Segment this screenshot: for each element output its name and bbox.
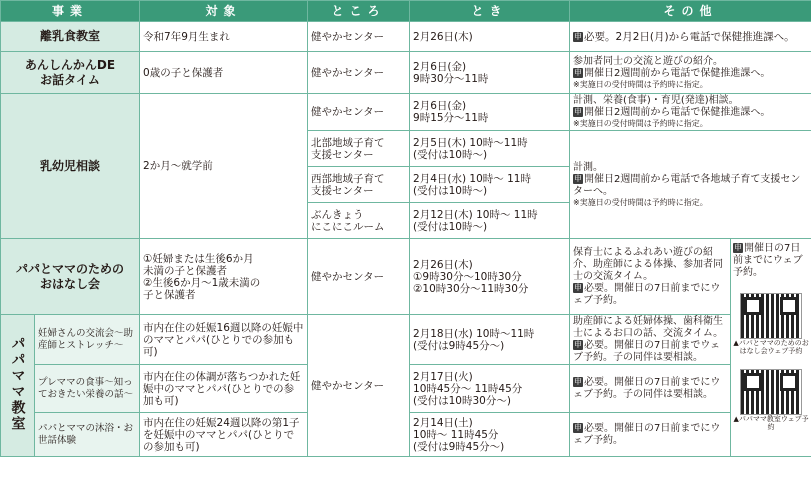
event-note: ※実施日の受付時間は予約時に指定。: [573, 119, 708, 128]
qr-code-icon[interactable]: [740, 369, 802, 415]
reservation-mark-icon: 申: [574, 31, 583, 41]
event-other: [570, 94, 811, 131]
event-time: 2月26日(木): [410, 22, 570, 52]
event-time: 2月14日(土) 10時～ 11時45分 (受付は9時45分～): [410, 413, 570, 457]
header-taisho: 対象: [140, 1, 308, 22]
event-other-text: 開催日2週間前から電話で保健推進課へ。: [584, 67, 771, 79]
header-toki: とき: [410, 1, 570, 22]
event-time: 2月17日(火) 10時45分～ 11時45分 (受付は10時30分～): [410, 365, 570, 413]
event-target: 市内在住の体調が落ちつかれた妊娠中のママとパパ(ひとりでの参加も可): [140, 365, 308, 413]
header-sonota: その他: [570, 1, 811, 22]
reservation-mark-icon: 申: [574, 422, 583, 432]
category-papamama-kyoshitsu: [1, 315, 35, 457]
row-nyuyoji-1: [1, 94, 811, 131]
event-other: [570, 131, 811, 239]
event-place: 西部地域子育て 支援センター: [308, 167, 410, 203]
qr-caption: ▲パパママ教室ウェブ予約: [733, 415, 809, 431]
reservation-mark-icon: 申: [574, 67, 583, 77]
header-row: [1, 1, 811, 22]
row-anshinkan: [1, 52, 811, 94]
event-other: [570, 239, 731, 315]
event-time: 2月5日(木) 10時～11時 (受付は10時～): [410, 131, 570, 167]
event-target: 0歳の子と保護者: [140, 52, 308, 94]
event-other: [570, 315, 731, 365]
event-other-text: 必要。開催日の7日前までにウェブ予約。: [573, 422, 721, 446]
reservation-mark-icon: 申: [574, 339, 583, 349]
event-time: 2月26日(木) ①9時30分～10時30分 ②10時30分～11時30分: [410, 239, 570, 315]
row-rinyushoku: [1, 22, 811, 52]
event-other-intro: 計測。: [573, 161, 604, 173]
event-name: 乳幼児相談: [1, 94, 140, 239]
event-other: [570, 365, 731, 413]
event-other-text: 必要。2月2日(月)から電話で保健推進課へ。: [584, 30, 795, 43]
event-other: [570, 22, 811, 52]
header-jigyo: 事業: [1, 1, 140, 22]
event-note: ※実施日の受付時間は予約時に指定。: [573, 197, 708, 207]
event-other-intro: 保育士によるふれあい遊びの紹介、助産師による体操、参加者同士の交流タイム。: [573, 246, 724, 282]
event-other-text: 必要。開催日の7日前までにウェブ予約。子の同伴は要相談。: [573, 376, 721, 400]
event-name: パパとママのための おはなし会: [1, 239, 140, 315]
event-other: [570, 52, 811, 94]
event-time: 2月18日(水) 10時～11時 (受付は9時45分～): [410, 315, 570, 365]
class-name: プレママの食事～知っておきたい栄養の話～: [35, 365, 140, 413]
event-other-intro: 計測、栄養(食事)・育児(発達)相談。: [573, 95, 739, 106]
event-place: 健やかセンター: [308, 52, 410, 94]
event-place: 健やかセンター: [308, 239, 410, 315]
class-name: 妊婦さんの交流会～助産師とストレッチ～: [35, 315, 140, 365]
reservation-mark-icon: 申: [734, 243, 743, 252]
event-place: 健やかセンター: [308, 22, 410, 52]
reservation-mark-icon: 申: [574, 376, 583, 386]
event-target: 市内在住の妊娠24週以降の第1子を妊娠中のママとパパ(ひとりでの参加も可): [140, 413, 308, 457]
event-time: 2月6日(金) 9時30分～11時: [410, 52, 570, 94]
class-name: パパとママの沐浴・お世話体験: [35, 413, 140, 457]
event-other-intro: 助産師による妊婦体操、歯科衛生士によるお口の話、交流タイム。: [573, 315, 724, 339]
web-reservation-text: 開催日の7日前までにウェブ予約。: [733, 243, 803, 278]
event-time: 2月6日(金) 9時15分～11時: [410, 94, 570, 131]
event-other-intro: 参加者同士の交流と遊びの紹介。: [573, 55, 724, 67]
category-label: パパママ教室: [9, 335, 26, 432]
event-other-text: 開催日2週間前から電話で各地域子育て支援センターへ。: [573, 173, 801, 197]
reservation-mark-icon: 申: [574, 107, 583, 116]
event-target: 2か月～就学前: [140, 94, 308, 239]
event-place: ぶんきょう にこにこルーム: [308, 203, 410, 239]
reservation-mark-icon: 申: [574, 173, 583, 183]
event-target: 市内在住の妊娠16週以降の妊娠中のママとパパ(ひとりでの参加も可): [140, 315, 308, 365]
event-place: 健やかセンター: [308, 315, 410, 457]
web-reservation-panel: [731, 239, 811, 457]
event-other-text: 開催日2週間前から電話で保健推進課へ。: [584, 107, 771, 118]
event-other: [570, 413, 731, 457]
event-other-text: 必要。開催日の7日前までにウェブ予約。: [573, 282, 721, 306]
header-tokoro: ところ: [308, 1, 410, 22]
qr-code-icon[interactable]: [740, 293, 802, 339]
event-target: 令和7年9月生まれ: [140, 22, 308, 52]
event-place: 北部地域子育て 支援センター: [308, 131, 410, 167]
event-time: 2月4日(水) 10時～ 11時 (受付は10時～): [410, 167, 570, 203]
event-target: ①妊婦または生後6か月 未満の子と保護者 ②生後6か月～1歳未満の 子と保護者: [140, 239, 308, 315]
event-name: 離乳食教室: [1, 22, 140, 52]
qr-caption: ▲パパとママのためのおはなし会ウェブ予約: [733, 339, 809, 355]
row-papamama-ohanashi: [1, 239, 811, 315]
event-place: 健やかセンター: [308, 94, 410, 131]
event-name: あんしんかんDE お話タイム: [1, 52, 140, 94]
row-kyoshitsu-1: [1, 315, 811, 365]
reservation-mark-icon: 申: [574, 282, 583, 292]
event-note: ※実施日の受付時間は予約時に指定。: [573, 79, 708, 89]
event-other-text: 必要。開催日の7日前までウェブ予約。子の同伴は要相談。: [573, 339, 720, 363]
event-time: 2月12日(木) 10時～ 11時 (受付は10時～): [410, 203, 570, 239]
